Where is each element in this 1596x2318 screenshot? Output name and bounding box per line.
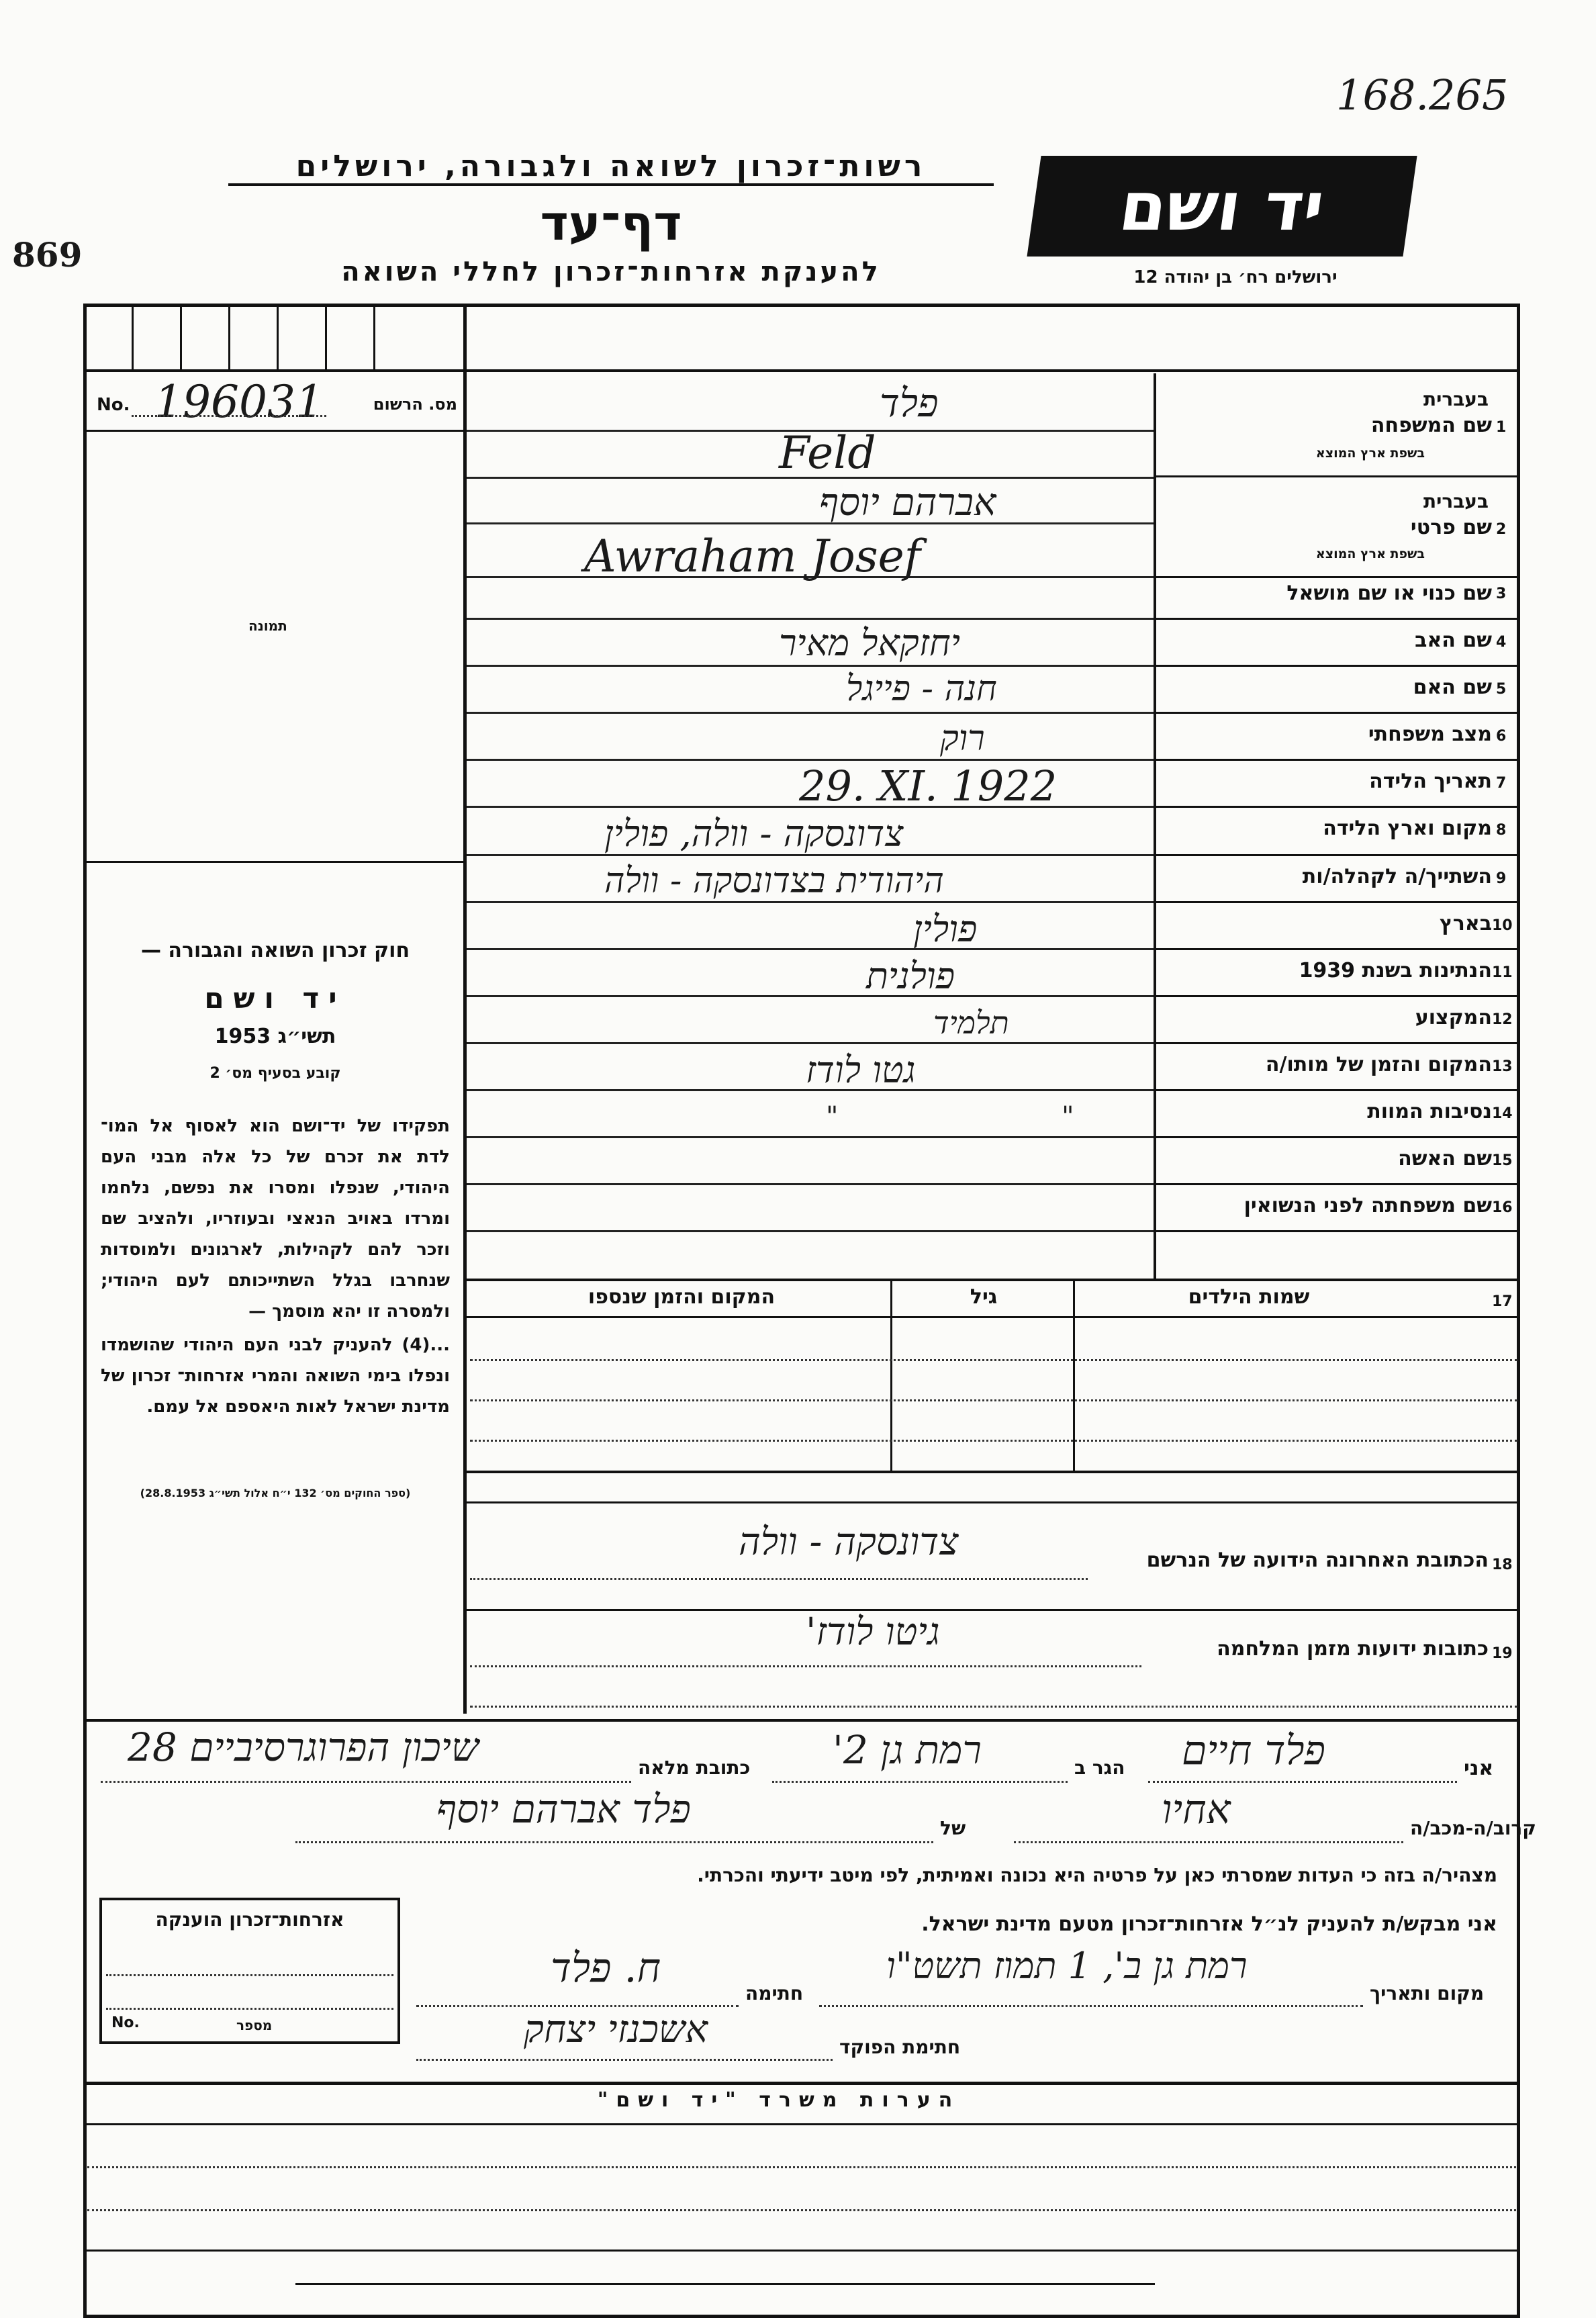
field-1-number: 1 [1496,419,1507,436]
field-5-label: שם האם [1413,676,1492,699]
field-2-sub-origin: בשפת ארץ המוצא [1315,547,1425,561]
place-date-value: רמת גן ב', 1 תמוז תשט"ו [886,1945,1248,1987]
field-13-label: המקום והזמן של מותו/ה [1265,1053,1492,1076]
field-5-number: 5 [1496,681,1507,698]
field-1-value-hebrew: פלד [880,380,939,426]
registration-number [94,376,460,428]
field-11-value: פולנית [866,955,955,997]
field-1-value-origin: Feld [779,427,876,479]
field-6-value: רוק [940,718,985,759]
law-paragraph-2: ...(4) להעניק לבני העם היהודי שהושמדו ונפלו בימי השואה והמרי אזרחות־ זכרון של מדינת ישראל לאות היאספם אל עמם. [101,1335,450,1417]
law-title: חוק זכרון השואה והגבורה — [140,939,410,962]
declarant-city: רמת גן 2' [833,1727,982,1773]
citizenship-number-label: מספר [236,2017,273,2033]
authority-name: רשות־זכרון לשואה ולגבורה, ירושלים [228,149,994,186]
field-18-number: 18 [1492,1557,1513,1573]
field-15-label: שם האשה [1398,1147,1492,1170]
field-18-label: הכתובת האחרונה הידועה של הנרשם [1146,1548,1489,1572]
logo-text: יד ושם [1115,167,1329,246]
declarant-address-label: כתובת מלאה [638,1757,751,1779]
field-12-label: המקצוע [1415,1006,1492,1029]
field-2-value-origin: Awraham Josef [584,530,921,582]
field-14-label: נסיבות המוות [1367,1100,1492,1123]
field-10-number: 10 [1492,917,1513,934]
signature-value: ח. פלד [551,1945,661,1992]
field-11-label: הנתינות בשנת 1939 [1299,959,1492,982]
declarant-relation: אחיו [1162,1786,1231,1833]
field-5-value: חנה - פייגל [846,669,997,709]
page-subtitle: להענקת אזרחות־זכרון לחללי השואה [341,257,881,287]
side-reference: 869 [12,235,83,275]
yad-vashem-logo [1027,156,1417,257]
field-13-number: 13 [1492,1058,1513,1075]
field-15-number: 15 [1492,1152,1513,1169]
declaration-text: מצהיר/ה בזה כי העדות שמסרתי כאן על פרטיה היא נכונה ואמיתית, לפי מיטב ידיעתי והכרתי. [697,1864,1497,1886]
field-3-number: 3 [1496,586,1507,602]
registration-label: מס. הרשום [373,395,457,414]
field-13-value: גטו לודז [806,1049,916,1091]
declarant-name: פלד חיים [1182,1727,1325,1774]
declarant-relation-label: קרוב/ה-מכב/ה [1410,1817,1536,1839]
law-section: קובע בסעיף מס׳ 2 [209,1065,341,1082]
remarks-title: הערות משרד "יד ושם" [597,2088,961,2112]
field-1-sub-origin: בשפת ארץ המוצא [1315,446,1425,461]
declarant-lives-label: הגר ב [1074,1757,1125,1779]
children-names-header: שמות הילדים [1188,1285,1310,1309]
field-12-number: 12 [1492,1011,1513,1028]
field-10-value: פולין [913,908,978,950]
logo-address: ירושלים רח׳ בן יהודה 12 [1133,267,1337,287]
signature-label: חתימה [745,1982,804,2004]
field-19-label: כתובות ידועות מזמן המלחמה [1217,1637,1489,1661]
field-8-number: 8 [1496,822,1507,839]
field-3-label: שם כנוי או שם מושאל [1286,582,1492,605]
field-1-label: שם המשפחה [1370,414,1492,437]
children-place-header: המקום והזמן שנספו [588,1285,776,1309]
declarant-address: שיכון הפרוגרסיביים 28 [128,1724,479,1770]
field-9-number: 9 [1496,870,1507,887]
field-7-label: תאריך הלידה [1369,770,1492,793]
citizenship-no-label: No. [111,2014,140,2031]
archive-reference: 168.265 [1336,71,1509,120]
children-age-header: גיל [970,1285,998,1309]
law-paragraph-1: תפקידו של יד־ושם הוא לאסוף אל המו־ לדת את זכרם של כל אלה מבני העם היהודי, שנפלו ומסרו את נפשם, נלחמו ומרדו באויב הנאצי ובעוזריו, ולהציב שם וזכר להם לקהילות, לארגונים ולמוסדות שנחרבו בגלל השתייכותם לעם היהודי; ולמסרה זו יהא מוסמך — [101,1116,450,1322]
field-4-number: 4 [1496,634,1507,651]
declarant-of-value: פלד אברהם יוסף [436,1786,691,1832]
law-name: יד ושם [204,982,346,1015]
field-16-number: 16 [1492,1199,1513,1216]
request-text: אני מבקש/ת להעניק לנ״ל אזרחות־זכרון מטעם מדינת ישראל. [921,1912,1497,1936]
field-2-value-hebrew: אברהם יוסף [819,481,996,524]
field-14-number: 14 [1492,1105,1513,1122]
law-footnote: (ספר החוקים מס׳ 132 י״ח אלול תשי״ג 28.8.1953) [140,1487,411,1499]
page-title: דף־עד [540,195,682,251]
declarant-i-label: אני [1464,1757,1494,1780]
registration-value: 196031 [154,376,324,428]
field-10-label: בארץ [1439,912,1492,935]
place-date-label: מקום ותאריך [1370,1982,1485,2004]
field-8-value: צדונסקה - וולה, פולין [604,813,904,855]
field-4-label: שם האב [1415,629,1492,652]
field-2-sub-hebrew: בעברית [1423,490,1489,512]
field-14-value: " " [826,1101,1182,1132]
field-11-number: 11 [1492,964,1513,981]
field-8-label: מקום וארץ הלידה [1323,817,1492,840]
field-9-value: היהודית בצדונסקה - וולה [604,861,944,901]
photo-label: תמונה [248,618,287,634]
field-6-number: 6 [1496,728,1507,745]
citizenship-box [99,1898,400,2044]
field-1-sub-hebrew: בעברית [1423,388,1489,410]
field-12-value: תלמיד [933,1005,1009,1041]
field-9-label: השתייך/ה לקהלה/ות [1302,865,1492,888]
officer-label: חתימת הפוקד [839,2036,961,2058]
field-16-label: שם משפחתה לפני הנשואין [1243,1194,1492,1217]
field-19-value: גיטו לודז' [806,1610,940,1654]
field-2-label: שם פרטי [1410,516,1492,539]
declarant-of-label: של [940,1817,966,1839]
field-4-value: יחזקאל מאיר [779,622,960,664]
field-17-number: 17 [1492,1293,1513,1310]
field-2-number: 2 [1496,521,1507,538]
field-18-value: צדונסקה - וולה [739,1520,959,1564]
field-6-label: מצב משפחתי [1368,723,1492,746]
field-7-value: 29. XI. 1922 [799,761,1058,810]
registration-no-label: No. [97,395,130,415]
officer-value: אשכנזי יצחק [524,2008,708,2051]
law-year: תשי״ג 1953 [214,1025,336,1048]
citizenship-box-title: אזרחות־זכרון הוענקה [155,1908,344,1931]
field-19-number: 19 [1492,1645,1513,1662]
field-7-number: 7 [1496,775,1507,792]
